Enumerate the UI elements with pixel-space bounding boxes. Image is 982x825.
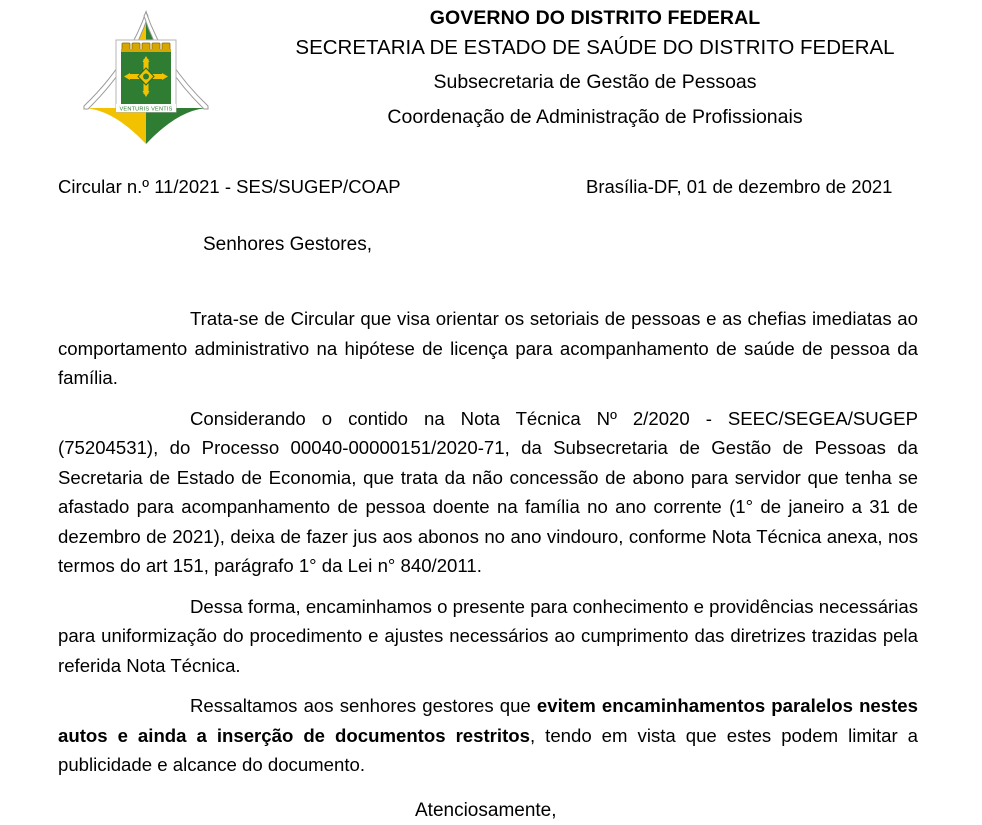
- paragraph-4-tail: , tendo em vista que estes podem limitar a publicidade e alcance do documento.: [58, 724, 918, 775]
- paragraph-3: Dessa forma, encaminhamos o presente para conhecimento e providências necessárias para uniformização do procedimento e ajustes necessários ao cumprimento das diretrizes trazidas pela referida Nota Técnica.: [58, 595, 918, 676]
- salutation: Senhores Gestores,: [203, 234, 372, 255]
- place-and-date: Brasília-DF, 01 de dezembro de 2021: [586, 176, 893, 197]
- paragraph-1: Trata-se de Circular que visa orientar os setoriais de pessoas e as chefias imediatas ao comportamento administrativo na hipótese de licença para acompanhamento de saúde de pessoa da família.: [58, 308, 918, 388]
- document-meta-row: [0, 176, 982, 210]
- header-line-governo: GOVERNO DO DISTRITO FEDERAL: [429, 7, 761, 29]
- header-text-block: [236, 2, 954, 134]
- document-header: [0, 0, 982, 152]
- paragraph-4-emphasis: evitem encaminhamentos paralelos nestes autos e ainda a inserção de documentos restritos: [58, 695, 918, 746]
- paragraph-4-lead: Ressaltamos aos senhores gestores que: [190, 695, 537, 716]
- header-line-subsecretaria: Subsecretaria de Gestão de Pessoas: [433, 71, 757, 93]
- paragraph-2: Considerando o contido na Nota Técnica Nº 2/2020 - SEEC/SEGEA/SUGEP (75204531), do Processo 00040-00000151/2020-71, da Subsecretaria de Gestão de Pessoas da Secretaria de Estado de Economia, que trata da não concessão de abono para servidor que tenha se afastado para acompanhamento de pessoa doente na família no ano corrente (1° de janeiro a 31 de dezembro de 2021), deixa de fazer jus aos abonos no ano vindouro, conforme Nota Técnica anexa, nos termos do art 151, parágrafo 1° da Lei n° 840/2011.: [58, 407, 918, 576]
- circular-reference: Circular n.º 11/2021 - SES/SUGEP/COAP: [58, 176, 401, 197]
- closing-salutation: Atenciosamente,: [415, 799, 557, 821]
- paragraph-4: [58, 691, 918, 780]
- emblem-motto-text: VENTURIS VENTIS: [119, 106, 173, 113]
- document-body: [58, 304, 918, 780]
- brasao-distrito-federal-logo: [72, 4, 220, 150]
- header-line-secretaria: SECRETARIA DE ESTADO DE SAÚDE DO DISTRITO FEDERAL: [295, 36, 895, 59]
- header-line-coordenacao: Coordenação de Administração de Profissionais: [387, 106, 803, 128]
